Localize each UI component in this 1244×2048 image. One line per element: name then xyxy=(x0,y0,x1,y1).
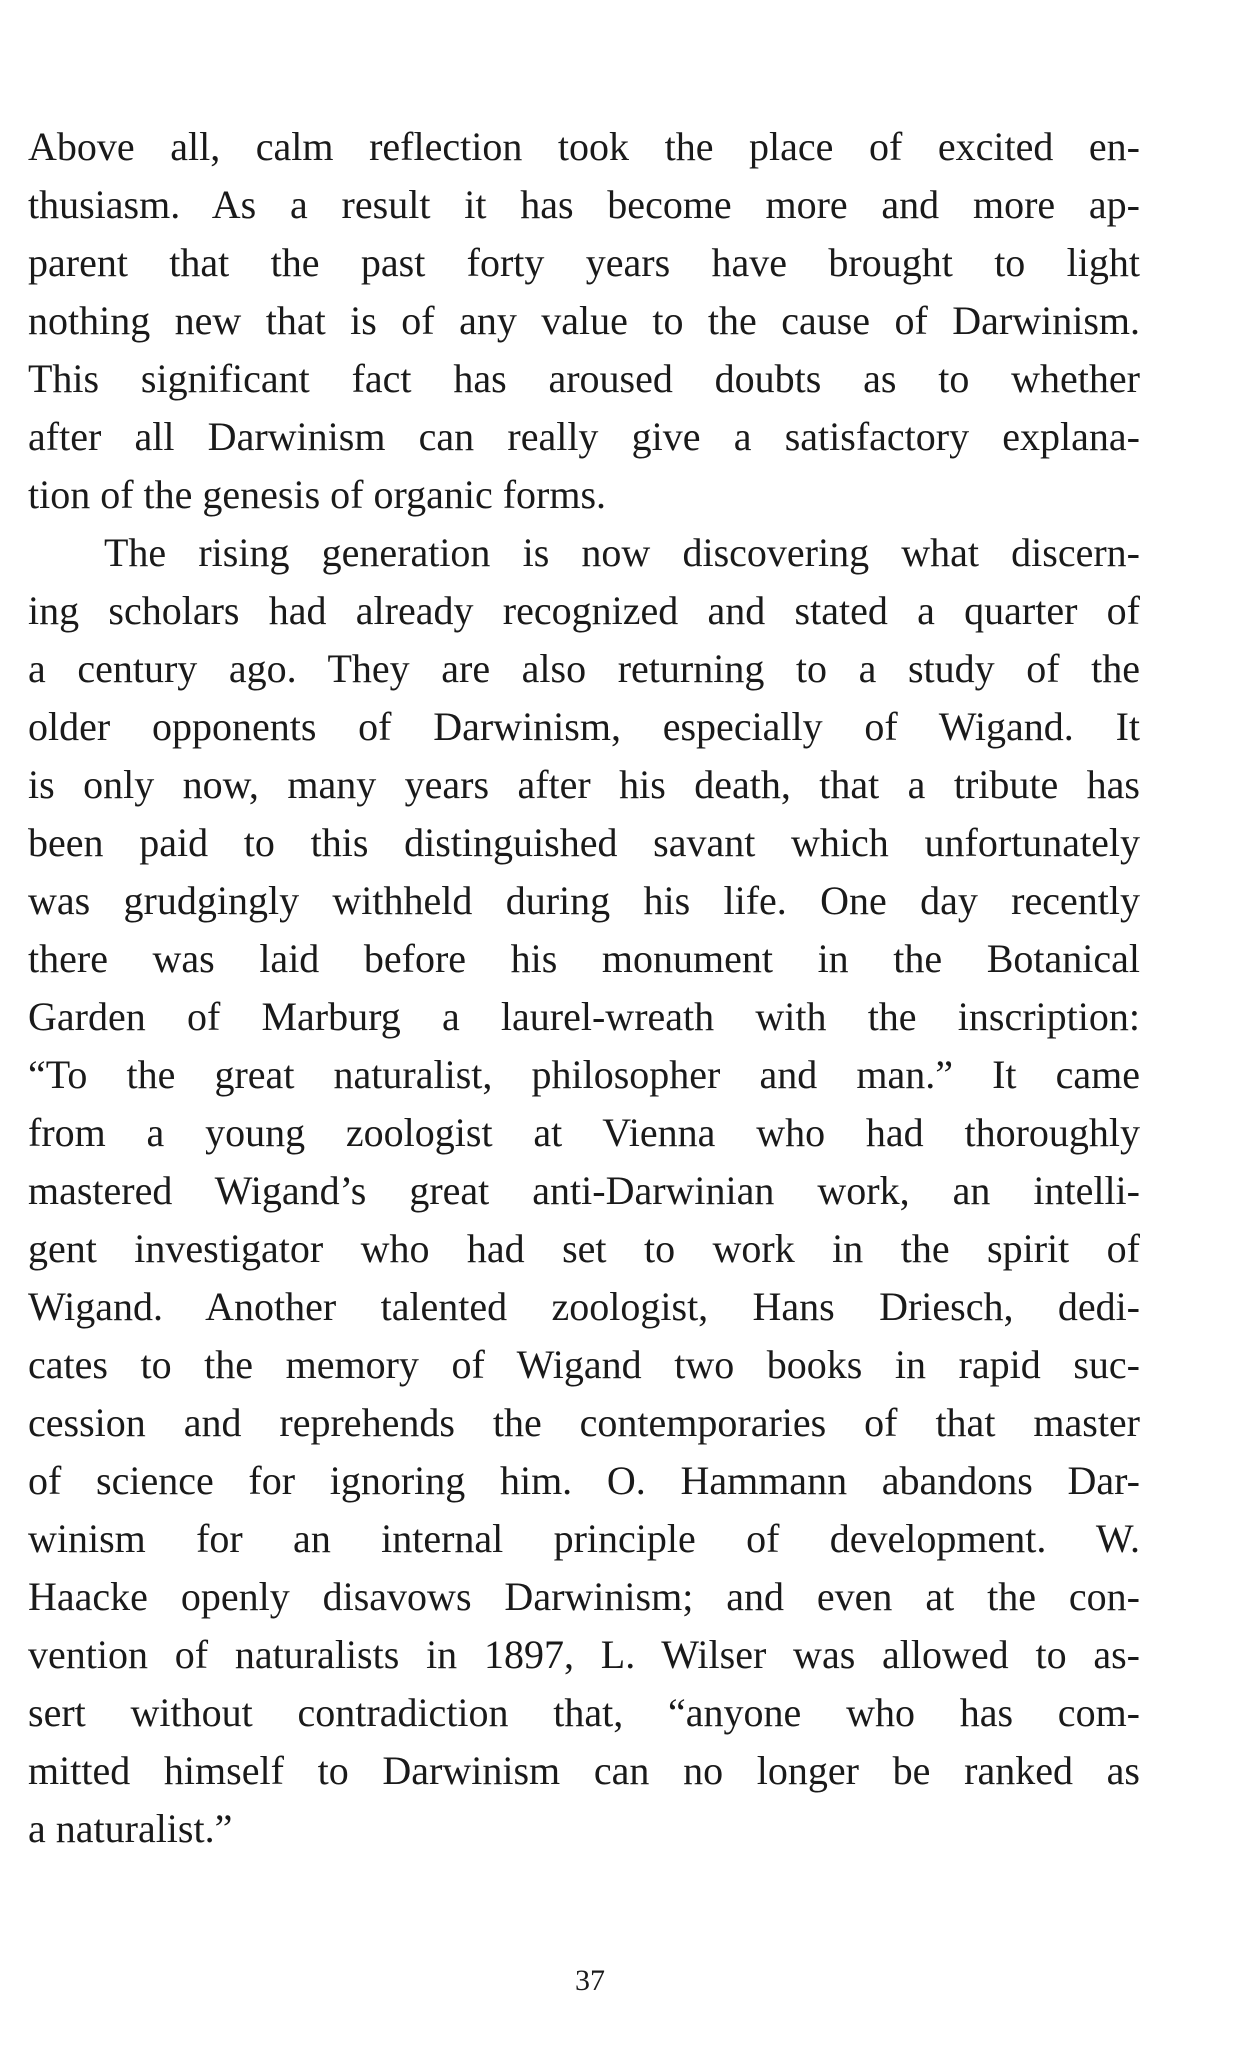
page-body xyxy=(28,118,1140,1858)
text-line: winism for an internal principle of development. W. xyxy=(28,1516,1140,1561)
text-line: a century ago. They are also returning to a study of the xyxy=(28,646,1140,691)
paragraph-2 xyxy=(28,524,1140,1858)
text-line: cession and reprehends the contemporaries of that master xyxy=(28,1400,1140,1445)
text-line: tion of the genesis of organic forms. xyxy=(28,472,607,517)
text-line: The rising generation is now discovering what discern- xyxy=(104,530,1140,575)
text-line: from a young zoologist at Vienna who had thoroughly xyxy=(28,1110,1140,1155)
paragraph-1 xyxy=(28,118,1140,524)
text-line: mitted himself to Darwinism can no longer be ranked as xyxy=(28,1748,1140,1793)
text-line: This significant fact has aroused doubts as to whether xyxy=(28,356,1140,401)
text-line: mastered Wigand’s great anti-Darwinian work, an intelli- xyxy=(28,1168,1140,1213)
text-line: of science for ignoring him. O. Hammann abandons Dar- xyxy=(28,1458,1140,1503)
text-line: thusiasm. As a result it has become more and more ap- xyxy=(28,182,1140,227)
text-line: is only now, many years after his death, that a tribute has xyxy=(28,762,1140,807)
text-line: Garden of Marburg a laurel-wreath with the inscription: xyxy=(28,994,1140,1039)
text-line: sert without contradiction that, “anyone who has com- xyxy=(28,1690,1140,1735)
text-line: Wigand. Another talented zoologist, Hans Driesch, dedi- xyxy=(28,1284,1140,1329)
text-line: “To the great naturalist, philosopher and man.” It came xyxy=(28,1052,1140,1097)
text-line: a naturalist.” xyxy=(28,1806,233,1851)
text-line: vention of naturalists in 1897, L. Wilser was allowed to as- xyxy=(28,1632,1140,1677)
text-line: ing scholars had already recognized and stated a quarter of xyxy=(28,588,1140,633)
page-number: 37 xyxy=(575,1964,605,1997)
text-line: was grudgingly withheld during his life. One day recently xyxy=(28,878,1140,923)
text-line: older opponents of Darwinism, especially of Wigand. It xyxy=(28,704,1140,749)
text-line: after all Darwinism can really give a satisfactory explana- xyxy=(28,414,1140,459)
text-line: Haacke openly disavows Darwinism; and even at the con- xyxy=(28,1574,1140,1619)
text-line: Above all, calm reflection took the place of excited en- xyxy=(28,124,1140,169)
text-line: been paid to this distinguished savant which unfortunately xyxy=(28,820,1140,865)
text-line: parent that the past forty years have brought to light xyxy=(28,240,1140,285)
text-line: gent investigator who had set to work in the spirit of xyxy=(28,1226,1140,1271)
text-line: nothing new that is of any value to the cause of Darwinism. xyxy=(28,298,1140,343)
text-line: cates to the memory of Wigand two books in rapid suc- xyxy=(28,1342,1140,1387)
text-line: there was laid before his monument in the Botanical xyxy=(28,936,1140,981)
